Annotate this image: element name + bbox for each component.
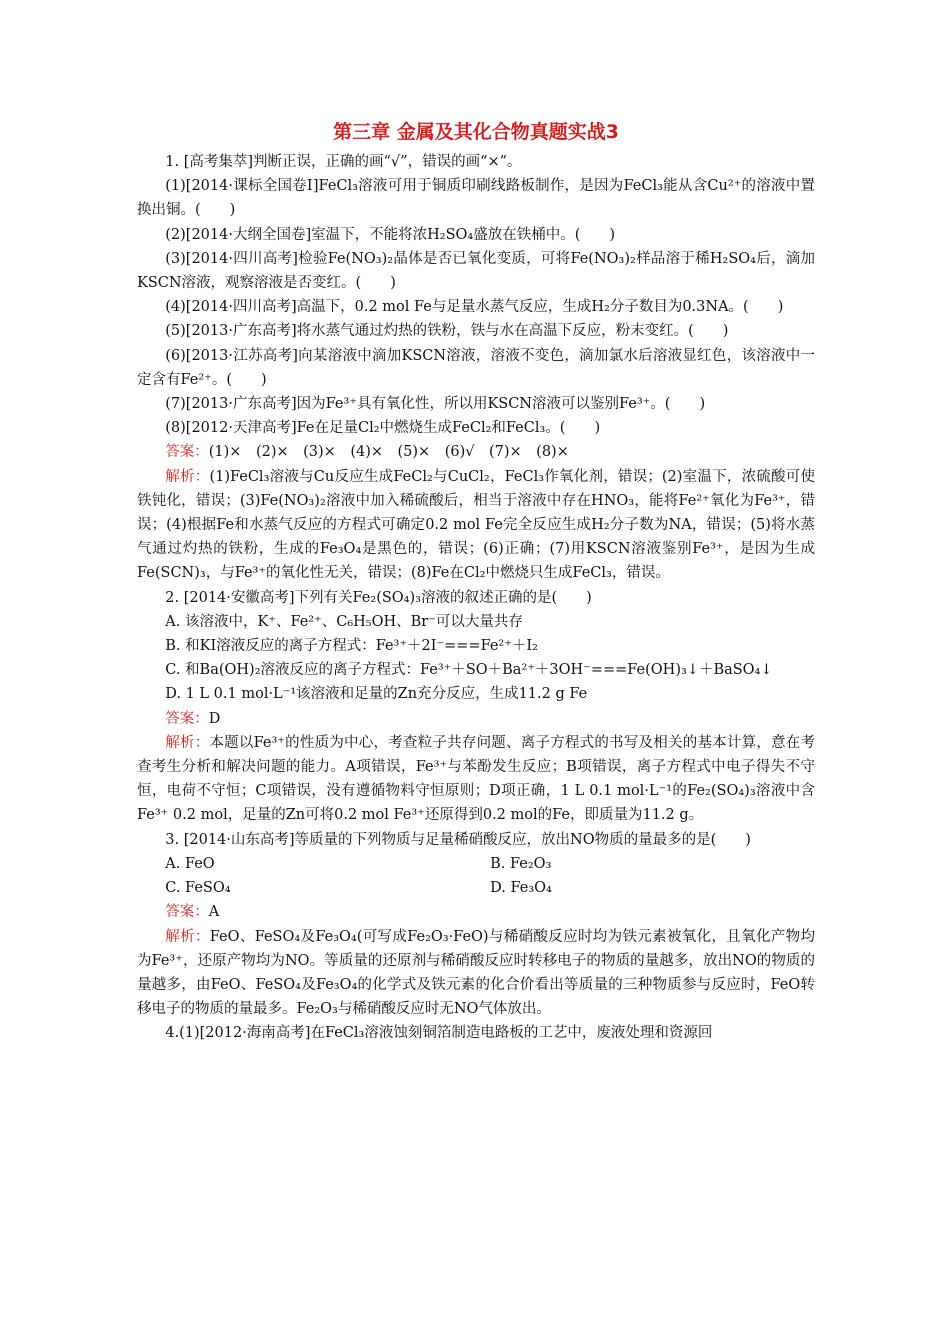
analysis-text: FeO、FeSO₄及Fe₃O₄(可写成Fe₂O₃·FeO)与稀硝酸反应时均为铁元素被氧化，且氧化产物均为Fe³⁺，还原产物均为NO。等质量的还原剂与稀硝酸反应时转移电子的物质的量越多，放出NO的物质的量越多，由FeO、FeSO₄及Fe₃O₄的化学式及铁元素的化合价看出等质量的三种物质参与反应时，FeO转移电子的物质的量最多。Fe₂O₃与稀硝酸反应时无NO气体放出。	[137, 928, 815, 1018]
q2-option-a: A. 该溶液中，K⁺、Fe²⁺、C₆H₅OH、Br⁻可以大量共存	[165, 613, 523, 630]
q2-answer	[137, 707, 815, 731]
q1-item-4: (4)[2014·四川高考]高温下，0.2 mol Fe与足量水蒸气反应，生成H₂分子数目为0.3NA。( )	[165, 299, 784, 316]
q3-options-row-2	[137, 876, 815, 900]
q3-option-a: A. FeO	[165, 855, 215, 872]
analysis-text: 本题以Fe³⁺的性质为中心，考查粒子共存问题、离子方程式的书写及相关的基本计算，意在考查考生分析和解决问题的能力。A项错误，Fe³⁺与苯酚发生反应；B项错误，离子方程式中电子得失不守恒，电荷不守恒；C项错误，没有遵循物料守恒原则；D项正确，1 L 0.1 mol·L⁻¹的Fe₂(SO₄)₃溶液中含Fe³⁺ 0.2 mol，足量的Zn可将0.2 mol Fe³⁺还原得到0.2 mol的Fe，即质量为11.2 g。	[137, 734, 816, 824]
q1-item-1: (1)[2014·课标全国卷Ⅰ]FeCl₃溶液可用于铜质印刷线路板制作，是因为FeCl₃能从含Cu²⁺的溶液中置换出铜。( )	[137, 178, 815, 219]
q3-option-b: B. Fe₂O₃	[490, 855, 552, 872]
q1-item-5: (5)[2013·广东高考]将水蒸气通过灼热的铁粉，铁与水在高温下反应，粉末变红。( )	[165, 323, 729, 340]
q1-item-6: (6)[2013·江苏高考]向某溶液中滴加KSCN溶液，溶液不变色，滴加氯水后溶液显红色，该溶液中一定含有Fe²⁺。( )	[137, 347, 815, 388]
answer-text: (1)× (2)× (3)× (4)× (5)× (6)√ (7)× (8)×	[208, 444, 569, 461]
answer-label: 答案：	[165, 710, 209, 727]
analysis-text: (1)FeCl₃溶液与Cu反应生成FeCl₂与CuCl₂，FeCl₃作氧化剂，错误；(2)室温下，浓硫酸可使铁钝化，错误；(3)Fe(NO₃)₂溶液中加入稀硫酸后，相当于溶液中存在HNO₃，能将Fe²⁺氧化为Fe³⁺，错误；(4)根据Fe和水蒸气反应的方程式可确定0.2 mol Fe完全反应生成H₂分子数为NA，错误；(5)将水蒸气通过灼热的铁粉，生成的Fe₃O₄是黑色的，错误；(6)正确；(7)用KSCN溶液鉴别Fe³⁺，是因为生成Fe(SCN)₃，与Fe³⁺的氧化性无关，错误；(8)Fe在Cl₂中燃烧只生成FeCl₃，错误。	[137, 468, 815, 582]
q3-analysis	[137, 925, 815, 1022]
answer-label: 答案：	[165, 904, 209, 921]
q1-item-3: (3)[2014·四川高考]检验Fe(NO₃)₂晶体是否已氧化变质，可将Fe(NO₃)₂样品溶于稀H₂SO₄后，滴加KSCN溶液，观察溶液是否变红。( )	[137, 250, 815, 292]
q2-option-c: C. 和Ba(OH)₂溶液反应的离子方程式：Fe³⁺＋SO＋Ba²⁺＋3OH⁻===Fe(OH)₃↓＋BaSO₄↓	[165, 662, 773, 679]
analysis-label: 解析：	[165, 734, 210, 751]
q1-answer	[137, 440, 815, 464]
q3-options-row-1	[137, 852, 815, 876]
page-title: 第三章 金属及其化合物真题实战3	[333, 121, 619, 143]
analysis-label: 解析：	[165, 928, 210, 945]
q1-stem: 1. [高考集萃]判断正误，正确的画“√”，错误的画“×”。	[165, 154, 522, 170]
q4-stem: 4.(1)[2012·海南高考]在FeCl₃溶液蚀刻铜箔制造电路板的工艺中，废液处理和资源回	[165, 1025, 713, 1042]
q3-answer	[137, 900, 815, 924]
q3-option-d: D. Fe₃O₄	[490, 880, 552, 897]
q2-option-d: D. 1 L 0.1 mol·L⁻¹该溶液和足量的Zn充分反应，生成11.2 g Fe	[165, 686, 588, 703]
q3-stem: 3. [2014·山东高考]等质量的下列物质与足量稀硝酸反应，放出NO物质的量最多的是( )	[165, 831, 751, 848]
q2-analysis	[137, 731, 815, 828]
analysis-label: 解析：	[165, 468, 210, 485]
answer-label: 答案：	[165, 444, 209, 461]
answer-text: D	[208, 710, 221, 727]
q1-analysis	[137, 465, 815, 586]
q2-stem: 2. [2014·安徽高考]下列有关Fe₂(SO₄)₃溶液的叙述正确的是( )	[165, 589, 592, 606]
answer-text: A	[208, 904, 220, 921]
q1-item-8: (8)[2012·天津高考]Fe在足量Cl₂中燃烧生成FeCl₂和FeCl₃。( )	[165, 420, 601, 437]
q1-item-7: (7)[2013·广东高考]因为Fe³⁺具有氧化性，所以用KSCN溶液可以鉴别Fe³⁺。( )	[165, 396, 706, 413]
q2-option-b: B. 和KI溶液反应的离子方程式：Fe³⁺＋2I⁻===Fe²⁺＋I₂	[165, 638, 538, 655]
q3-option-c: C. FeSO₄	[165, 880, 231, 897]
q1-item-2: (2)[2014·大纲全国卷]室温下，不能将浓H₂SO₄盛放在铁桶中。( )	[165, 226, 616, 243]
document-page	[137, 118, 815, 1046]
